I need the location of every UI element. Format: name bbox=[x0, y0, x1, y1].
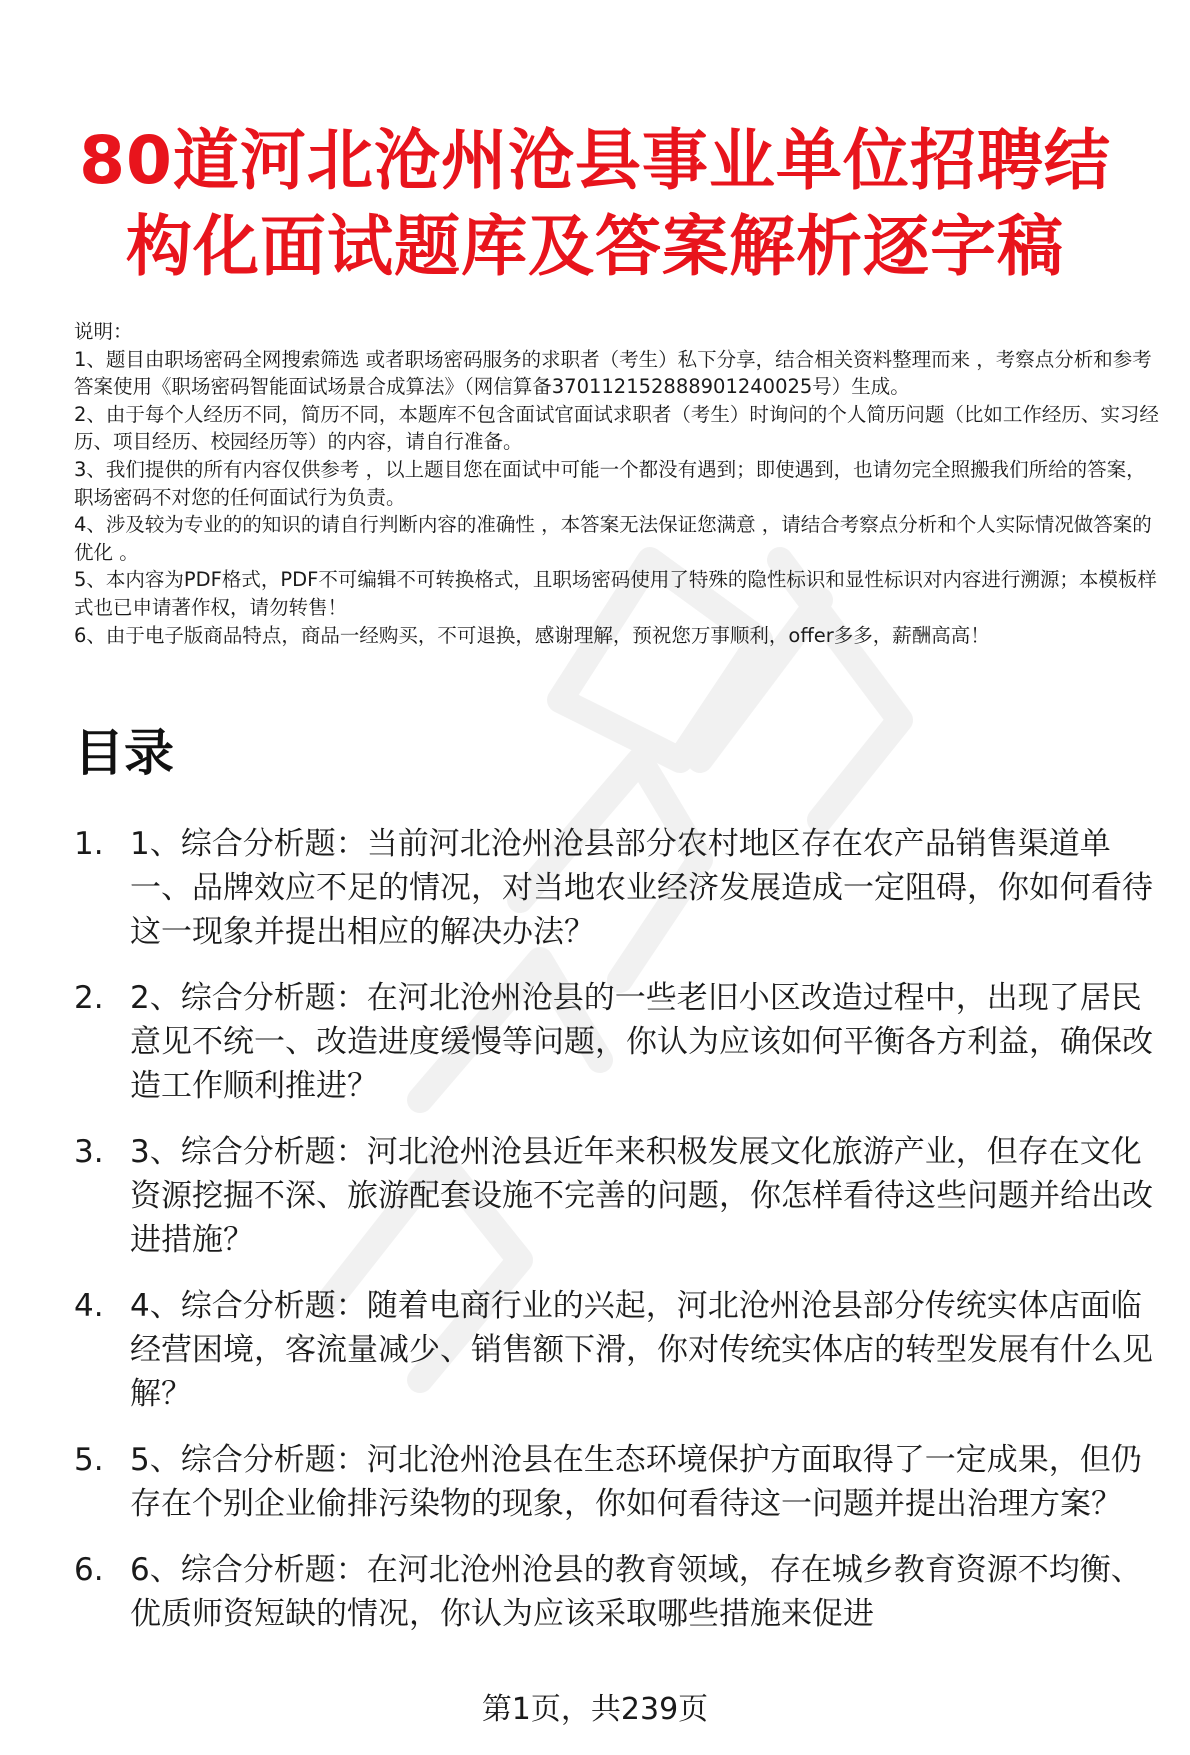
note-item-4: 4、涉及较为专业的的知识的请自行判断内容的准确性 ，本答案无法保证您满意 ，请结合考察点分析和个人实际情况做答案的优化 。 bbox=[74, 513, 1152, 564]
toc-item-number: 1. bbox=[74, 826, 104, 862]
toc-item-number: 6. bbox=[74, 1552, 104, 1588]
toc-item[interactable] bbox=[74, 822, 1170, 954]
toc-item-text[interactable]: 6、综合分析题：在河北沧州沧县的教育领域，存在城乡教育资源不均衡、优质师资短缺的情况，你认为应该采取哪些措施来促进 bbox=[130, 1552, 1142, 1632]
toc-item-text[interactable]: 5、综合分析题：河北沧州沧县在生态环境保护方面取得了一定成果，但仍存在个别企业偷排污染物的现象，你如何看待这一问题并提出治理方案？ bbox=[130, 1442, 1142, 1522]
note-item-2: 2、由于每个人经历不同，简历不同，本题库不包含面试官面试求职者（考生）时询问的个人简历问题（比如工作经历、实习经历、项目经历、校园经历等）的内容，请自行准备。 bbox=[74, 402, 1159, 454]
toc-item-number: 3. bbox=[74, 1134, 104, 1170]
toc-item-number: 2. bbox=[74, 980, 104, 1016]
toc-item-number: 4. bbox=[74, 1288, 104, 1324]
toc-item-text[interactable]: 1、综合分析题：当前河北沧州沧县部分农村地区存在农产品销售渠道单一、品牌效应不足的情况，对当地农业经济发展造成一定阻碍，你如何看待这一现象并提出相应的解决办法？ bbox=[130, 826, 1153, 950]
toc-item-number: 5. bbox=[74, 1442, 104, 1478]
toc-item-text[interactable]: 2、综合分析题：在河北沧州沧县的一些老旧小区改造过程中，出现了居民意见不统一、改造进度缓慢等问题，你认为应该如何平衡各方利益，确保改造工作顺利推进？ bbox=[130, 980, 1153, 1104]
toc-item-text[interactable]: 4、综合分析题：随着电商行业的兴起，河北沧州沧县部分传统实体店面临经营困境，客流量减少、销售额下滑，你对传统实体店的转型发展有什么见解？ bbox=[130, 1288, 1153, 1412]
notes-label: 说明： bbox=[74, 320, 133, 343]
toc-item[interactable] bbox=[74, 1130, 1170, 1262]
document-title: 80道河北沧州沧县事业单位招聘结构化面试题库及答案解析逐字稿 bbox=[79, 122, 1111, 285]
note-item-3: 3、我们提供的所有内容仅供参考 ，以上题目您在面试中可能一个都没有遇到；即使遇到，也请勿完全照搬我们所给的答案，职场密码不对您的任何面试行为负责。 bbox=[74, 457, 1146, 509]
toc-item[interactable] bbox=[74, 976, 1170, 1108]
note-item-6: 6、由于电子版商品特点，商品一经购买，不可退换，感谢理解，预祝您万事顺利，offer多多，薪酬高高！ bbox=[74, 623, 990, 647]
toc-item-text[interactable]: 3、综合分析题：河北沧州沧县近年来积极发展文化旅游产业，但存在文化资源挖掘不深、旅游配套设施不完善的问题，你怎样看待这些问题并给出改进措施？ bbox=[130, 1134, 1153, 1258]
toc-item[interactable] bbox=[74, 1438, 1170, 1526]
notes-section bbox=[74, 318, 1164, 649]
page-footer: 第1页，共239页 bbox=[481, 1692, 709, 1727]
note-item-5: 5、本内容为PDF格式，PDF不可编辑不可转换格式，且职场密码使用了特殊的隐性标识和显性标识对内容进行溯源；本模板样式也已申请著作权，请勿转售！ bbox=[74, 568, 1157, 619]
toc-list bbox=[74, 822, 1170, 1658]
note-item-1: 1、题目由职场密码全网搜索筛选 或者职场密码服务的求职者（考生）私下分享，结合相关资料整理而来 ，考察点分析和参考答案使用《职场密码智能面试场景合成算法》（网信算备370112152888901240025号）生成。 bbox=[74, 347, 1152, 399]
toc-heading: 目录 bbox=[74, 724, 174, 782]
toc-item[interactable] bbox=[74, 1284, 1170, 1416]
toc-item[interactable] bbox=[74, 1548, 1170, 1636]
